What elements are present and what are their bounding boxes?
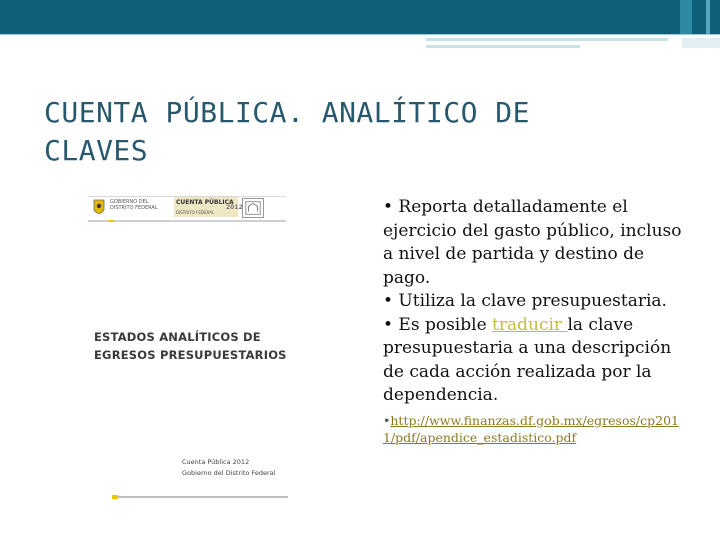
cover-footer-gold-mark	[112, 495, 118, 499]
bullet-text: • Es posible	[383, 314, 493, 335]
cover-government-label: GOBIERNO DEL DISTRITO FEDERAL	[110, 199, 158, 211]
cover-footer-line: Gobierno del Distrito Federal	[182, 469, 276, 477]
translate-link[interactable]: traducir	[492, 314, 568, 335]
header-accent-block	[682, 38, 720, 48]
cover-badge-subtitle: DISTRITO FEDERAL	[176, 210, 215, 215]
bullet-item: • Reporta detalladamente el ejercicio del gasto público, incluso a nivel de partida y destino de pago.	[383, 197, 682, 288]
bullet-text: la clave presupuestaria a una descripción de cada acción realizada por la dependencia.	[383, 314, 672, 405]
top-band-accent-thin	[706, 0, 710, 34]
top-band-accent	[680, 0, 692, 34]
document-cover-image	[70, 190, 310, 500]
cover-gold-mark	[108, 220, 114, 222]
top-divider	[0, 34, 720, 35]
source-url-link[interactable]: http://www.finanzas.df.gob.mx/egresos/cp2011/pdf/apendice_estadistico.pdf	[383, 412, 679, 445]
cover-badge-title: CUENTA PÚBLICA	[176, 199, 234, 206]
url-bullet-mark: •	[383, 412, 391, 428]
slide-title: CUENTA PÚBLICA. ANALÍTICO DE CLAVES	[44, 96, 531, 167]
cover-badge-year: 2012	[226, 204, 243, 211]
cover-footer-rule	[112, 496, 288, 498]
government-logo-icon	[92, 198, 106, 218]
bullet-item	[383, 314, 683, 408]
bullet-item: • Utiliza la clave presupuestaria.	[383, 291, 667, 311]
seal-icon	[242, 198, 264, 218]
header-accent-line	[426, 38, 668, 41]
url-bullet-item	[383, 412, 683, 446]
header-accent-line-short	[426, 45, 580, 48]
bullet-list	[383, 196, 683, 446]
cover-footer-line: Cuenta Pública 2012	[182, 458, 250, 466]
cover-document-title: ESTADOS ANALÍTICOS DE EGRESOS PRESUPUESTARIOS	[94, 330, 287, 362]
cover-header-rule	[88, 220, 286, 222]
top-band	[0, 0, 720, 34]
